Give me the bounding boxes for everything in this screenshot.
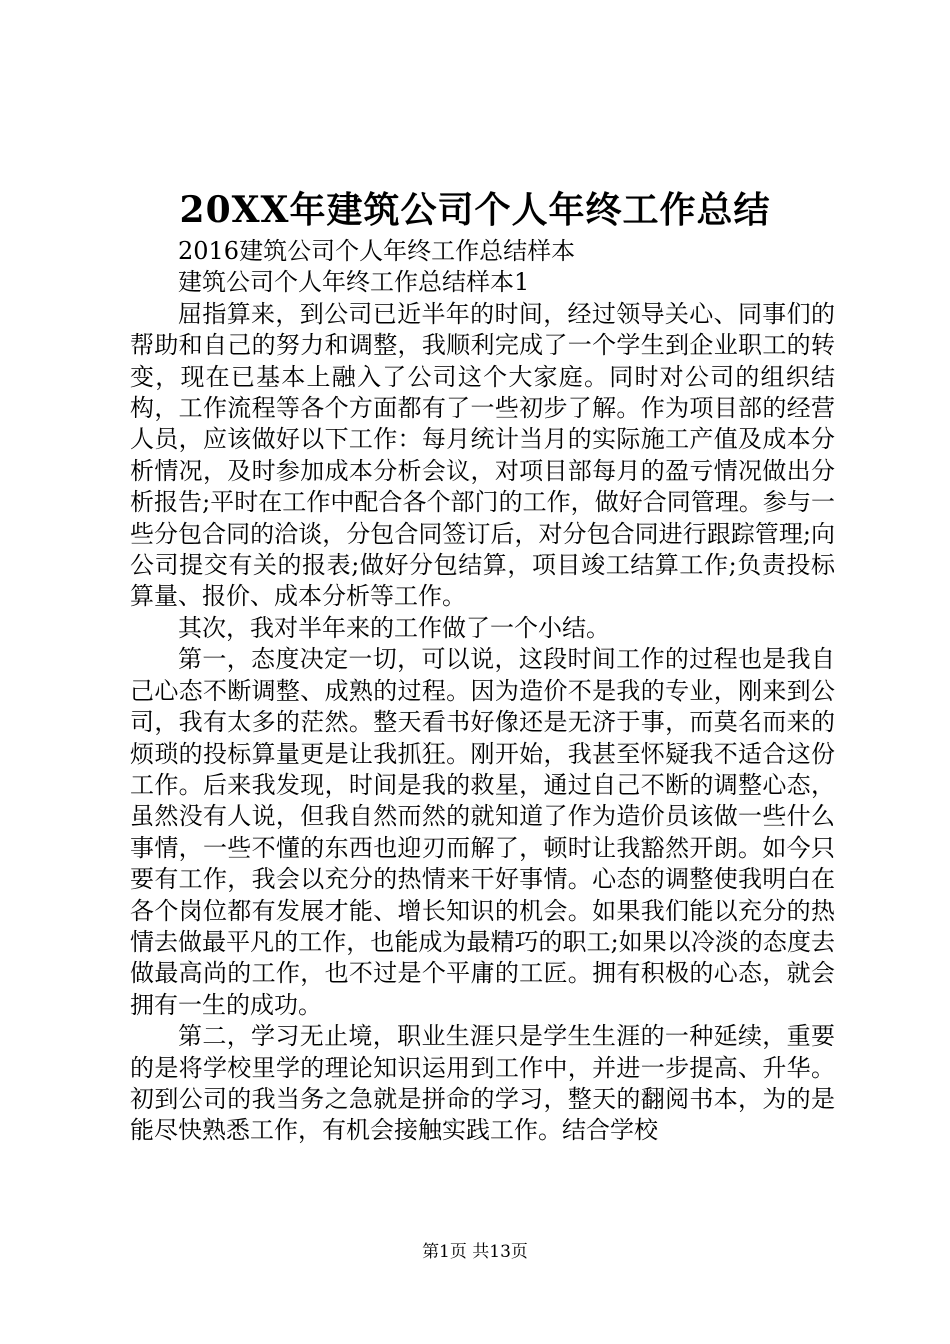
body-paragraph: 屈指算来，到公司已近半年的时间，经过领导关心、同事们的帮助和自己的努力和调整，我顺利完成了一个学生到企业职工的转变，现在已基本上融入了公司这个大家庭。同时对公司的组织结构，工作流程等各个方面都有了一些初步了解。作为项目部的经营人员，应该做好以下工作：每月统计当月的实际施工产值及成本分析情况，及时参加成本分析会议，对项目部每月的盈亏情况做出分析报告;平时在工作中配合各个部门的工作，做好合同管理。参与一些分包合同的洽谈，分包合同签订后，对分包合同进行跟踪管理;向公司提交有关的报表;做好分包结算，项目竣工结算工作;负责投标算量、报价、成本分析等工作。 <box>130 299 835 611</box>
body-paragraph: 第二，学习无止境，职业生涯只是学生生涯的一种延续，重要的是将学校里学的理论知识运用到工作中，并进一步提高、升华。初到公司的我当务之急就是拼命的学习，整天的翻阅书本，为的是能尽快熟悉工作，有机会接触实践工作。结合学校 <box>130 1022 835 1145</box>
document-title: 20XX年建筑公司个人年终工作总结 <box>179 189 771 231</box>
page-footer: 第1页 共13页 <box>422 1242 528 1262</box>
subtitle-line: 2016建筑公司个人年终工作总结样本 <box>178 237 576 265</box>
body-paragraph: 其次，我对半年来的工作做了一个小结。 <box>178 613 610 642</box>
document-body <box>130 236 835 1147</box>
section-heading: 建筑公司个人年终工作总结样本1 <box>178 268 530 297</box>
body-paragraph: 第一，态度决定一切，可以说，这段时间工作的过程也是我自己心态不断调整、成熟的过程。因为造价不是我的专业，刚来到公司，我有太多的茫然。整天看书好像还是无济于事，而莫名而来的烦琐的投标算量更是让我抓狂。刚开始，我甚至怀疑我不适合这份工作。后来我发现，时间是我的救星，通过自己不断的调整心态，虽然没有人说，但我自然而然的就知道了作为造价员该做一些什么事情，一些不懂的东西也迎刃而解了，顿时让我豁然开朗。如今只要有工作，我会以充分的热情来干好事情。心态的调整使我明白在各个岗位都有发展才能、增长知识的机会。如果我们能以充分的热情去做最平凡的工作，也能成为最精巧的职工;如果以冷淡的态度去做最高尚的工作，也不过是个平庸的工匠。拥有积极的心态，就会拥有一生的成功。 <box>130 645 835 1019</box>
